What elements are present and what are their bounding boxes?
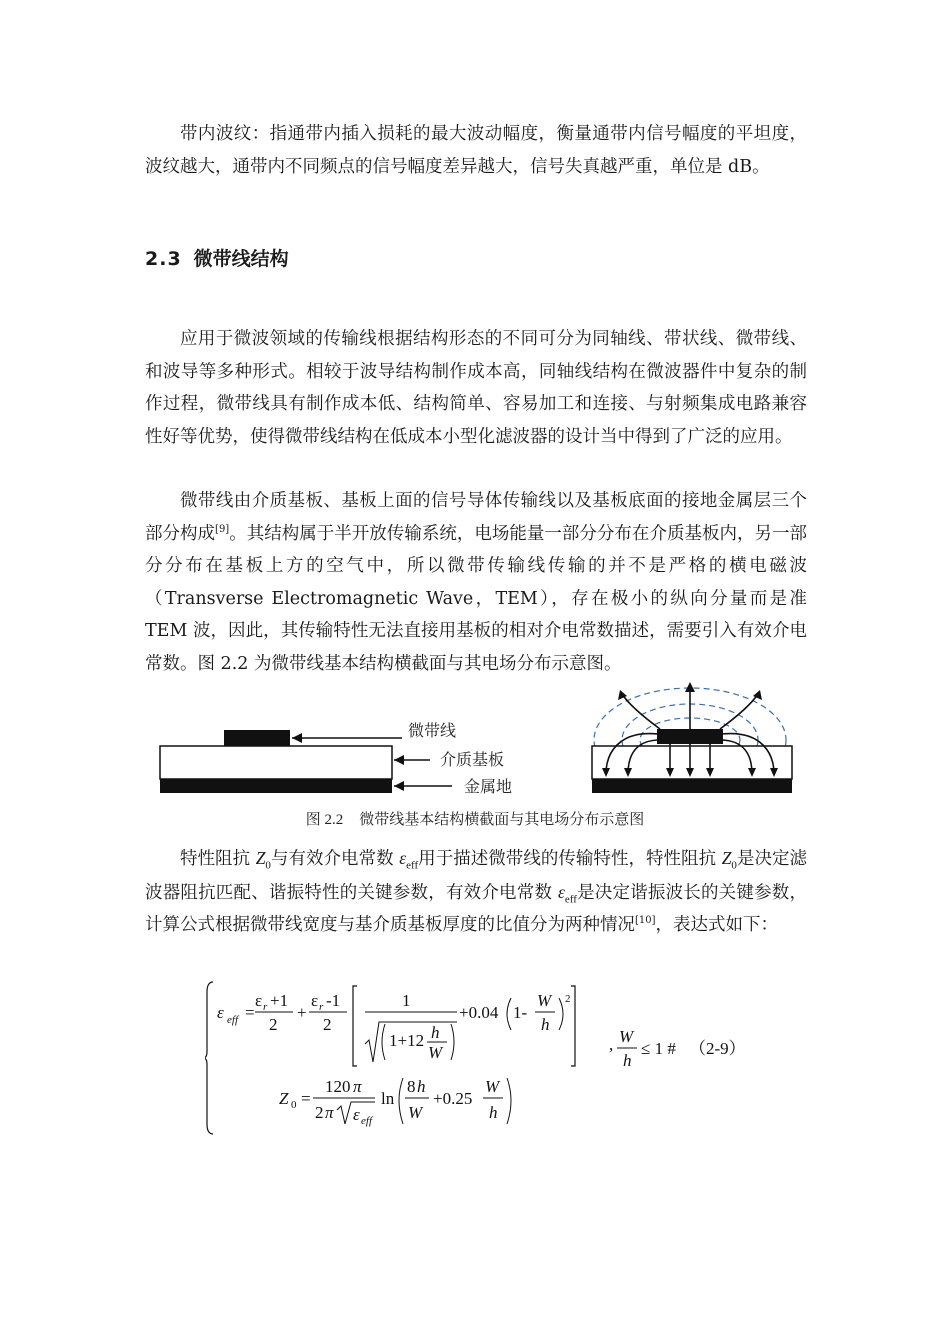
text-run: 。其结构属于半开放传输系统，电场能量一部分分布在介质基板内，另一部分分布在基板上方的空气中，所以微带传输线传输的并不是严格的横电磁波（Transverse Electromagnetic Wave，TEM），存在极小的纵向分量而是准 TEM 波，因此，其传输特性无法直接用基板的相对介电常数描述，需要引入有效介电常数。图 2.2 为微带线基本结构横截面与其电场分布示意图。 — [145, 523, 808, 674]
symbol-eps: ε — [557, 881, 565, 902]
svg-text:r: r — [319, 1001, 324, 1013]
svg-text:W: W — [619, 1027, 634, 1046]
svg-text:ε: ε — [311, 991, 319, 1010]
svg-text:-1: -1 — [326, 991, 341, 1010]
svg-text:W: W — [537, 991, 552, 1010]
svg-text:2: 2 — [565, 993, 571, 1005]
svg-text:ε: ε — [255, 991, 263, 1010]
svg-text:π: π — [325, 1103, 334, 1122]
svg-text:0: 0 — [291, 1099, 297, 1111]
symbol-eps-sub: eff — [564, 893, 577, 905]
svg-text:eff: eff — [227, 1014, 238, 1026]
paragraph-transmission-lines: 应用于微波领域的传输线根据结构形态的不同可分为同轴线、带状线、微带线、和波导等多种形式。相较于波导结构制作成本高，同轴线结构在微波器件中复杂的制作过程，微带线具有制作成本低、结构简单、容易加工和连接、与射频集成电路兼容性好等优势，使得微带线结构在低成本小型化滤波器的设计当中得到了广泛的应用。 — [145, 329, 807, 447]
svg-text:h: h — [489, 1103, 498, 1122]
svg-text:W: W — [428, 1043, 443, 1062]
section-number: 2.3 — [145, 248, 182, 270]
ground-plane-rect — [160, 779, 392, 793]
symbol-eps-sub: eff — [406, 859, 419, 872]
arrowhead-substrate — [394, 755, 404, 765]
svg-text:120: 120 — [325, 1077, 351, 1096]
svg-text:r: r — [263, 1001, 268, 1013]
paragraph-microstrip-composition — [145, 485, 807, 680]
text-run: ，表达式如下： — [655, 915, 779, 935]
svg-text:+0.25: +0.25 — [433, 1089, 473, 1108]
section-title: 微带线结构 — [193, 248, 289, 270]
citation: [9] — [215, 523, 230, 535]
text-run: 特性阻抗 — [180, 849, 256, 869]
equation-condition: ≤ 1 # — [641, 1039, 676, 1058]
svg-text:1: 1 — [402, 991, 411, 1010]
text-run: 用于描述微带线的传输特性，特性阻抗 — [418, 849, 722, 869]
paragraph-impedance — [145, 842, 807, 942]
svg-text:eff: eff — [361, 1115, 372, 1127]
svg-text:2: 2 — [269, 1015, 278, 1034]
svg-text:h: h — [541, 1015, 550, 1034]
svg-text:h: h — [623, 1051, 632, 1070]
equation-2-9 — [205, 978, 805, 1138]
caption-number: 图 2.2 — [305, 812, 344, 828]
field-distribution-diagram — [592, 682, 792, 793]
svg-text:2: 2 — [323, 1015, 332, 1034]
svg-text:ε: ε — [353, 1105, 360, 1124]
svg-text:Z: Z — [279, 1089, 289, 1108]
svg-text:=: = — [301, 1089, 311, 1108]
label-substrate: 介质基板 — [440, 750, 505, 769]
svg-text:π: π — [353, 1077, 362, 1096]
text-run: 微带线由介质基板、基板上面的信号导体传输线以及基板底面的接地金属层三个部分构成 — [145, 491, 807, 544]
svg-text:+1: +1 — [270, 991, 289, 1010]
svg-text:ln: ln — [381, 1089, 395, 1108]
microstrip-conductor-rect — [224, 730, 290, 746]
label-ground: 金属地 — [464, 777, 513, 796]
symbol-z-sub: 0 — [265, 859, 271, 872]
svg-text:W: W — [485, 1077, 500, 1096]
svg-text:h: h — [431, 1023, 440, 1042]
caption-text: 微带线基本结构横截面与其电场分布示意图 — [359, 810, 645, 828]
symbol-z: Z — [721, 848, 732, 868]
arrowhead-ground — [394, 781, 404, 791]
section-heading — [145, 244, 289, 271]
arrowhead-strip — [292, 733, 302, 743]
svg-text:h: h — [417, 1077, 426, 1096]
svg-text:1-: 1- — [513, 1003, 528, 1022]
paragraph-passband-ripple: 带内波纹：指通带内插入损耗的最大波动幅度，衡量通带内信号幅度的平坦度，波纹越大，通带内不同频点的信号幅度差异越大，信号失真越严重，单位是 dB。 — [145, 124, 807, 177]
figure-microstrip-cross-section — [140, 678, 820, 804]
text-run: 是决定谐振波长的关键参数，计算公式根据微带线宽度与基介质基板厚度的比值分为两种情况 — [145, 882, 807, 935]
svg-text:+0.04: +0.04 — [459, 1003, 499, 1022]
symbol-z-sub: 0 — [731, 859, 737, 872]
svg-text:ε: ε — [217, 1003, 224, 1022]
svg-text:2: 2 — [315, 1103, 324, 1122]
svg-text:,: , — [609, 1035, 614, 1054]
equation-number: （2-9） — [689, 1039, 746, 1058]
symbol-z: Z — [255, 848, 266, 868]
svg-text:1+12: 1+12 — [389, 1031, 425, 1050]
substrate-rect — [160, 746, 392, 779]
figure-caption — [0, 808, 950, 829]
citation: [10] — [635, 915, 656, 927]
symbol-eps: ε — [399, 848, 407, 868]
svg-text:+: + — [297, 1003, 307, 1022]
text-run: 与有效介电常数 — [270, 849, 400, 869]
label-microstrip: 微带线 — [408, 721, 457, 740]
svg-text:8: 8 — [407, 1077, 416, 1096]
text-run: 是决定滤波器阻抗匹配、谐振特性的关键参数，有效介电常数 — [145, 849, 808, 903]
svg-text:=: = — [245, 1003, 255, 1022]
svg-text:W: W — [408, 1103, 423, 1122]
